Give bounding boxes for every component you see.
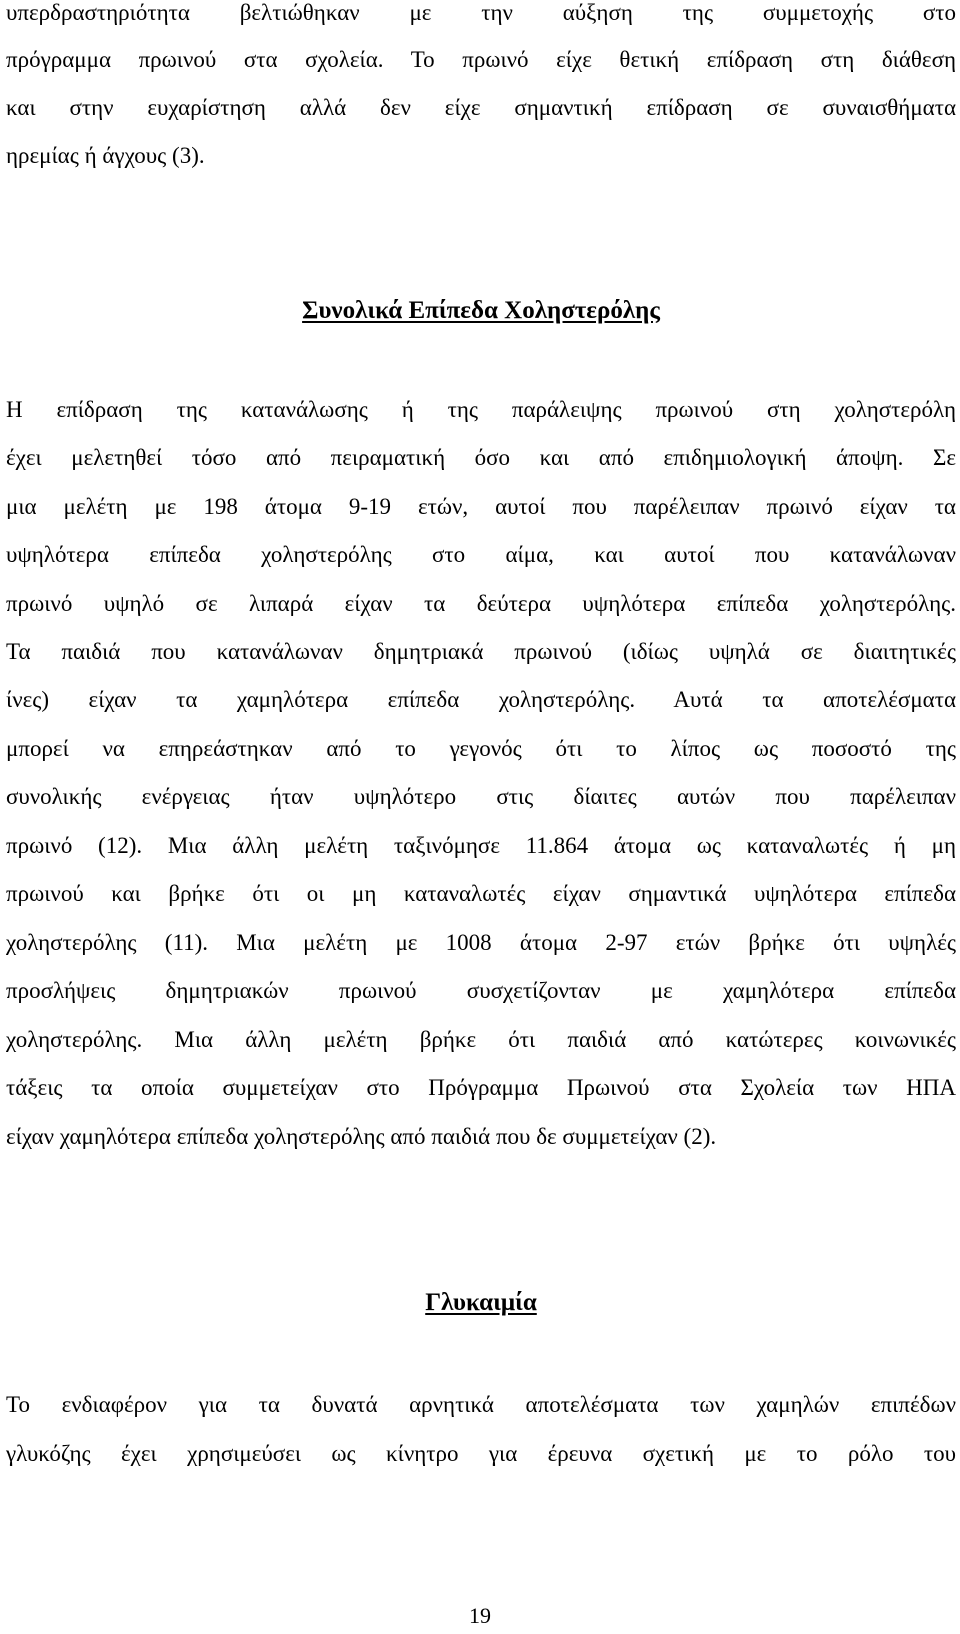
cholesterol-line: ίνες) είχαν τα χαμηλότερα επίπεδα χοληστερόλης. Αυτά τα αποτελέσματα — [6, 687, 956, 712]
cholesterol-line: μπορεί να επηρεάστηκαν από το γεγονός ότι το λίπος ως ποσοστό της — [6, 736, 956, 761]
intro-line: πρόγραμμα πρωινού στα σχολεία. Το πρωινό είχε θετική επίδραση στη διάθεση — [6, 47, 956, 72]
cholesterol-line: χοληστερόλης (11). Μια μελέτη με 1008 άτομα 2-97 ετών βρήκε ότι υψηλές — [6, 930, 956, 955]
cholesterol-line: πρωινού και βρήκε ότι οι μη καταναλωτές είχαν σημαντικά υψηλότερα επίπεδα — [6, 881, 956, 906]
cholesterol-line: συνολικής ενέργειας ήταν υψηλότερο στις δίαιτες αυτών που παρέλειπαν — [6, 784, 956, 809]
cholesterol-line: μια μελέτη με 198 άτομα 9-19 ετών, αυτοί που παρέλειπαν πρωινό είχαν τα — [6, 494, 956, 519]
cholesterol-line: είχαν χαμηλότερα επίπεδα χοληστερόλης από παιδιά που δε συμμετείχαν (2). — [6, 1124, 717, 1149]
cholesterol-line: πρωινό υψηλό σε λιπαρά είχαν τα δεύτερα υψηλότερα επίπεδα χοληστερόλης. — [6, 591, 956, 616]
section-heading-glucose: Γλυκαιμία — [425, 1289, 537, 1316]
intro-line: και στην ευχαρίστηση αλλά δεν είχε σημαντική επίδραση σε συναισθήματα — [6, 95, 956, 120]
intro-line: ηρεμίας ή άγχους (3). — [6, 143, 205, 168]
cholesterol-line: πρωινό (12). Μια άλλη μελέτη ταξινόμησε 11.864 άτομα ως καταναλωτές ή μη — [6, 833, 956, 858]
section-heading-cholesterol: Συνολικά Επίπεδα Χοληστερόλης — [302, 297, 660, 324]
cholesterol-line: έχει μελετηθεί τόσο από πειραματική όσο και από επιδημιολογική άποψη. Σε — [6, 445, 956, 470]
cholesterol-line: τάξεις τα οποία συμμετείχαν στο Πρόγραμμα Πρωινού στα Σχολεία των ΗΠΑ — [6, 1075, 956, 1100]
glucose-line: Το ενδιαφέρον για τα δυνατά αρνητικά αποτελέσματα των χαμηλών επιπέδων — [6, 1392, 956, 1417]
cholesterol-line: Η επίδραση της κατανάλωσης ή της παράλειψης πρωινού στη χοληστερόλη — [6, 397, 956, 422]
cholesterol-line: χοληστερόλης. Μια άλλη μελέτη βρήκε ότι παιδιά από κατώτερες κοινωνικές — [6, 1027, 956, 1052]
cholesterol-line: υψηλότερα επίπεδα χοληστερόλης στο αίμα, και αυτοί που κατανάλωναν — [6, 542, 956, 567]
glucose-line: γλυκόζης έχει χρησιμεύσει ως κίνητρο για έρευνα σχετική με το ρόλο του — [6, 1441, 956, 1466]
page-number: 19 — [469, 1603, 491, 1628]
intro-line: υπερδραστηριότητα βελτιώθηκαν με την αύξηση της συμμετοχής στο — [6, 0, 956, 25]
cholesterol-line: Τα παιδιά που κατανάλωναν δημητριακά πρωινού (ιδίως υψηλά σε διαιτητικές — [6, 639, 956, 664]
cholesterol-line: προσλήψεις δημητριακών πρωινού συσχετίζονταν με χαμηλότερα επίπεδα — [6, 978, 956, 1003]
